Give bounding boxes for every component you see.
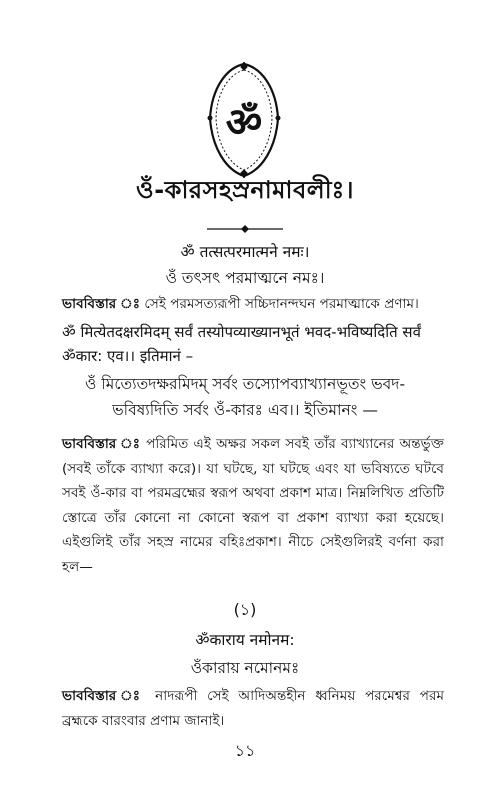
meaning-text: সেই পরমসত্যরূপী সচ্চিদানন্দঘন পরমাত্মাকে প্রণাম।	[140, 296, 419, 312]
sanskrit-line-1: ॐ तत्सत्परमात्मने नमः।	[180, 243, 310, 261]
meaning-text: নাদরূপী সেই আদিঅন্তহীন ধ্বনিময় পরমেশ্বর পরম ব্রহ্মকে বারংবার প্রণাম জানাই।	[62, 688, 444, 729]
meaning-text: পরিমিত এই অক্ষর সকল সবই তাঁর ব্যাখ্যানের অন্তর্ভুক্ত (সবই তাঁকে ব্যাখ্যা করে)। যা ঘটছে, যা ঘটছে এবং যা ভবিষ্যতে ঘটবে সবই ওঁ-কার বা পরমব্রহ্মের স্বরূপ অথবা প্রকাশ মাত্র। নিম্নলিখিত প্রতিটি স্তোত্রে তাঁর কোনো না কোনো স্বরূপ বা প্রকাশ ব্যাখ্যা করা হয়েছে। এইগুলিই তাঁর সহস্র নামের বহিঃপ্রকাশ। নীচে সেইগুলিরই বর্ণনা করা হল—	[62, 436, 444, 575]
om-glyph: ॐ	[225, 100, 263, 146]
bengali-line-2a: ওঁ মিত্যেতদক্ষরমিদম্ সর্বং তস্যোপব্যাখ্যানভূতং ভবদ-	[84, 375, 406, 393]
page-number: ১১	[234, 741, 256, 760]
bengali-line-2b: ভবিষ্যদিতি সর্বং ওঁ-কারঃ এব।। ইতিমানং —	[112, 401, 378, 419]
meaning-label: ভাববিস্তার ঃ	[62, 688, 146, 704]
sanskrit-line-2b: ॐकार: एव।। इतिमानं –	[62, 347, 194, 365]
section-bengali: ওঁকারায় নমোনমঃ	[190, 659, 300, 677]
meaning-label: ভাববিস্তার ঃ	[62, 296, 141, 312]
bengali-line-1: ওঁ তৎসৎ পরমাত্মনে নমঃ।	[165, 269, 325, 287]
section-sanskrit: ॐकाराय नमोनम:	[195, 631, 295, 649]
section-number: (১)	[233, 600, 257, 619]
om-emblem-icon	[206, 62, 282, 178]
meaning-paragraph-2	[62, 432, 444, 579]
divider-ornament	[205, 224, 285, 234]
sanskrit-line-2a: ॐ मित्येतदक्षरमिदम् सर्वं तस्योपव्याख्यानभूतं भवद-भविष्यदिति सर्वं	[62, 323, 421, 341]
section-meaning	[62, 684, 444, 733]
meaning-label: ভাববিস্তার ঃ	[62, 436, 141, 452]
page-title: ওঁ-কারসহস্রনামাবলীঃ।	[136, 176, 354, 204]
meaning-paragraph-1	[62, 292, 444, 317]
